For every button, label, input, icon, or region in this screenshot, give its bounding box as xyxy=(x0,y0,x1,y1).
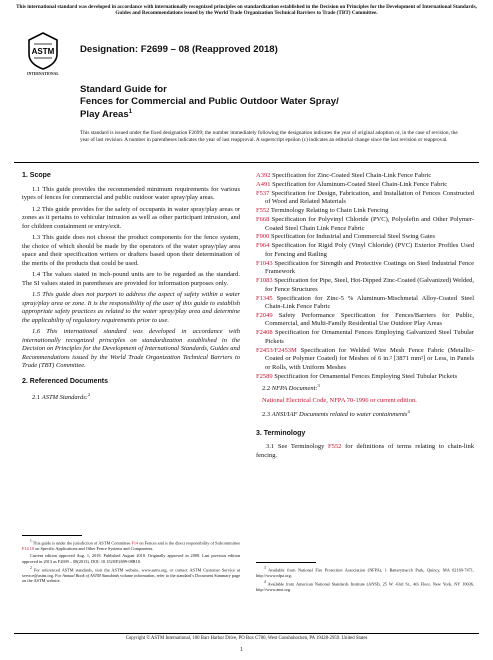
ref-item xyxy=(256,347,474,373)
ref-item xyxy=(256,207,474,216)
para-2-1 xyxy=(22,391,240,403)
link-f552-terminology[interactable]: F552 xyxy=(328,443,342,451)
footnote-3: $^3$ Available from National Fire Protection Association (NFPA), 1 Batterymarch Park, Quincy, MA 02169-7471, http://www.nfpa.org. xyxy=(256,566,474,578)
para-3-1: 3.1 See Terminology F552 for definitions of terms relating to chain-link fencing. xyxy=(256,443,474,459)
right-column xyxy=(256,172,474,463)
ref-item xyxy=(256,181,474,190)
para-2-2: 2.2 NFPA Document:$^3$ xyxy=(262,383,320,393)
para-1-2: 1.2 This guide provides for the safety of occupants in water spray/play areas or zones as it pertains to vehicular intrusion as well as other participant intrusion, and for children containment or entry/exit. xyxy=(22,205,240,230)
ref-code-link[interactable]: F964 xyxy=(256,242,270,250)
title-line-3 xyxy=(80,107,420,121)
footer-rule xyxy=(14,633,479,634)
preamble: This standard is issued under the fixed designation F2699; the number immediately following the designation indicates the year of original adoption or, in the case of revision, the year of last revision. A number in parentheses indicates the year of last reapproval. A superscript epsilon (ε) indicates an editorial change since the last revision or reapproval. xyxy=(80,130,458,143)
para-2-1-text: ASTM Standards: xyxy=(41,394,88,402)
footnote-2: $^2$ For referenced ASTM standards, visit the ASTM website, www.astm.org, or contact ASTM Customer Service at service@astm.org. For Annual Book of ASTM Standards volume information, refer to the standard’s Document Summary page on the ASTM website. xyxy=(22,566,241,584)
wto-notice: This international standard was developed in accordance with internationally recognized principles on standardization established in the Decision on Principles for the Development of International Standards, Guides and Recommendations issued by the World Trade Organization Technical Barriers to Trade (TBT) Committee. xyxy=(16,4,477,17)
referenced-standards-list xyxy=(256,172,474,381)
ref-title: Specification for Ornamental Fences Employing Galvanized Steel Tubular Pickets xyxy=(265,329,474,345)
logo-caption: INTERNATIONAL xyxy=(27,72,59,76)
ref-item xyxy=(256,172,474,181)
footnote-1-approval: Current edition approved Aug. 1, 2018. Published August 2018. Originally approved in 2008. Last previous edition approved in 2013 as F2699 – 08(2013). DOI: 10.1520/F2699-08R18. xyxy=(22,553,240,564)
ref-code-link[interactable]: F2408 xyxy=(256,329,273,337)
nfpa-reference[interactable]: National Electrical Code, NFPA 70-1996 or current edition. xyxy=(262,396,417,404)
ref-item xyxy=(256,373,474,382)
para-1-5: 1.5 This guide does not purport to address the aspect of safety within a water spray/play area or zone. It is the responsibility of the user of this guide to establish appropriate safety practices as related to the water spray/play area and determine the applicability of regulatory requirements prior to use. xyxy=(22,291,240,324)
para-1-4: 1.4 The values stated in inch-pound units are to be regarded as the standard. The SI values stated in parentheses are provided for information purposes only. xyxy=(22,271,240,287)
ref-item xyxy=(256,190,474,207)
footnote-4: $^4$ Available from American National Standards Institute (ANSI), 25 W. 43rd St., 4th Floor, New York, NY 10036, http://www.ansi.org. xyxy=(256,580,474,593)
para-1-6: 1.6 This international standard was developed in accordance with internationally recognized principles on standardization established in the Decision on Principles for the Development of International Standards, Guides and Recommendations issued by the World Trade Organization Technical Barriers to Trade (TBT) Committee. xyxy=(22,328,240,369)
terminology-heading: 3. Terminology xyxy=(256,429,306,437)
para-2-1-mark: 2 xyxy=(87,392,91,397)
para-1-1: 1.1 This guide provides the recommended minimum requirements for various types of fences for commercial and public outdoor water spray/play areas. xyxy=(22,185,240,201)
ref-title: Specification for Ornamental Fences Employing Steel Tubular Pickets xyxy=(272,372,458,380)
ref-code-link[interactable]: F537 xyxy=(256,189,270,197)
ref-item xyxy=(256,312,474,329)
ref-item xyxy=(256,216,474,233)
ref-code-link[interactable]: A392 xyxy=(256,172,271,179)
ref-item xyxy=(256,329,474,346)
ref-item xyxy=(256,233,474,242)
ref-code-link[interactable]: F552 xyxy=(256,207,270,215)
footnote-rule-right xyxy=(256,562,316,563)
ref-code-link[interactable]: F1083 xyxy=(256,277,273,285)
ref-title: Specification for Zinc-5 % Aluminum-Mischmetal Alloy-Coated Steel Chain-Link Fence Fabric xyxy=(265,294,474,311)
link-f14-10[interactable]: F14.10 xyxy=(22,545,35,551)
ref-title: Specification for Industrial and Commercial Steel Swing Gates xyxy=(269,233,436,241)
logo-text: ASTM xyxy=(31,47,55,56)
ref-title: Specification for Strength and Protective Coatings on Steel Industrial Fence Framework xyxy=(265,259,474,276)
para-2-1-lead: 2.1 xyxy=(32,394,42,402)
document-title xyxy=(80,84,420,121)
ref-item xyxy=(256,277,474,294)
ref-code-link[interactable]: F2453/F2453M xyxy=(256,346,297,354)
ref-title: Terminology Relating to Chain Link Fencing xyxy=(269,207,389,215)
title-line-3-text: Play Areas xyxy=(80,109,129,121)
footnote-1: $^1$ This guide is under the jurisdiction of ASTM Committee F14 on Fences and is the direct responsibility of Subcommittee F14.10 on Specific Applications and Other Fence Systems and Components. xyxy=(22,539,241,551)
title-line-2: Fences for Commercial and Public Outdoor Water Spray/ xyxy=(80,95,339,107)
ref-title: Specification for Design, Fabrication, and Installation of Fences Constructed of Wood and Related Materials xyxy=(265,189,474,206)
para-2-3: 2.3 ANSI/IAF Documents related to water containments$^4$ xyxy=(262,409,410,419)
title-line-1: Standard Guide for xyxy=(80,84,167,95)
footnotes-right xyxy=(256,566,474,594)
ref-code-link[interactable]: F1345 xyxy=(256,294,273,302)
ref-title: Safety Performance Specification for Fences/Barriers for Public, Commercial, and Multi-Family Residential Use Outdoor Play Areas xyxy=(265,311,474,328)
footnotes-left xyxy=(22,539,240,586)
left-column xyxy=(22,172,240,406)
ref-item xyxy=(256,295,474,312)
footnote-rule-left xyxy=(22,535,82,536)
ref-title: Specification for Rigid Poly (Vinyl Chloride) (PVC) Exterior Profiles Used for Fencing and Railing xyxy=(265,242,474,258)
ref-code-link[interactable]: F668 xyxy=(256,216,270,224)
ref-code-link[interactable]: F1043 xyxy=(256,259,273,267)
refdocs-heading: 2. Referenced Documents xyxy=(22,377,108,385)
ref-title: Specification for Pipe, Steel, Hot-Dipped Zinc-Coated (Galvanized) Welded, for Fence Structures xyxy=(265,277,474,293)
scope-heading: 1. Scope xyxy=(22,172,51,179)
designation: Designation: F2699 – 08 (Reapproved 2018) xyxy=(80,44,278,55)
ref-item xyxy=(256,242,474,259)
header-rule xyxy=(14,162,479,163)
ref-title: Specification for Welded Wire Mesh Fence Fabric (Metallic-Coated or Polymer Coated) for Meshes of 6 in.² [3871 mm²] or Less, in Panels or Rolls, with Uniform Meshes xyxy=(265,346,474,371)
link-f14[interactable]: F14 xyxy=(131,540,139,546)
ref-title: Specification for Polyvinyl Chloride (PVC), Polyolefin and Other Polymer-Coated Steel Chain Link Fence Fabric xyxy=(265,216,474,232)
ref-item xyxy=(256,260,474,277)
title-footnote-mark: 1 xyxy=(128,109,133,116)
ref-title: Specification for Zinc-Coated Steel Chain-Link Fence Fabric xyxy=(270,172,432,179)
para-1-3: 1.3 This guide does not choose the product components for the fence system, the choice of which should be made by the operators of the water spray/play area space and their specification writers or drafters based upon their determination of the merits of the products that could be used. xyxy=(22,234,240,267)
ref-code-link[interactable]: F900 xyxy=(256,233,270,241)
ref-code-link[interactable]: F2589 xyxy=(256,372,273,380)
ref-code-link[interactable]: A491 xyxy=(256,180,271,188)
copyright: Copyright © ASTM International, 100 Barr Harbor Drive, PO Box C700, West Conshohocken, PA 19428-2959. United States xyxy=(125,636,368,641)
ref-title: Specification for Aluminum-Coated Steel Chain-Link Fence Fabric xyxy=(270,180,448,188)
astm-logo-icon xyxy=(26,32,60,70)
ref-code-link[interactable]: F2049 xyxy=(256,311,273,319)
page-number: 1 xyxy=(240,647,243,653)
